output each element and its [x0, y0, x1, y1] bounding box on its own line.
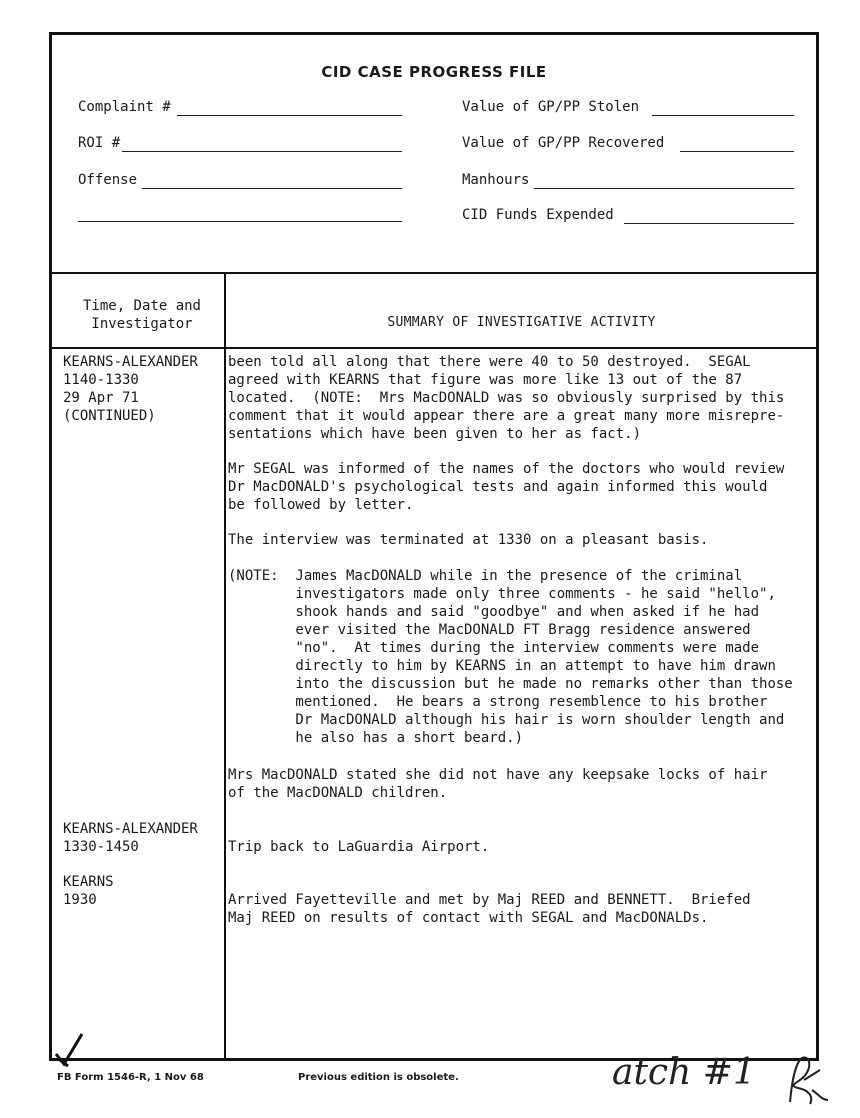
entry-1-paragraph-1: been told all along that there were 40 to 50 destroyed. SEGAL agreed with KEARNS that figure was more like 13 out of the 87 located. (NOTE: Mrs MacDONALD was so obviously surprised by this comment that it would appear there are a great many more misrepre- sentations which have been given to her as fact.) — [228, 354, 785, 442]
funds-label: CID Funds Expended — [462, 207, 614, 223]
summary-column-header: SUMMARY OF INVESTIGATIVE ACTIVITY — [387, 315, 656, 330]
manhours-label: Manhours — [462, 172, 530, 188]
investigator-header-line2: Investigator — [91, 316, 193, 332]
form-title: CID CASE PROGRESS FILE — [321, 63, 547, 81]
roi-line — [122, 151, 402, 152]
investigator-entry-1: KEARNS-ALEXANDER 1140-1330 29 Apr 71 (CONTINUED) — [63, 354, 198, 424]
offense-label: Offense — [78, 172, 138, 188]
entry-2-paragraph: Trip back to LaGuardia Airport. — [228, 839, 490, 855]
entry-3-paragraph: Arrived Fayetteville and met by Maj REED and BENNETT. Briefed Maj REED on results of contact with SEGAL and MacDONALDs. — [228, 892, 751, 926]
form-number: FB Form 1546-R, 1 Nov 68 — [57, 1072, 204, 1083]
roi-label: ROI # — [78, 135, 121, 151]
handwritten-initials-icon — [770, 1050, 832, 1112]
entry-1-note: (NOTE: James MacDONALD while in the presence of the criminal investigators made only three comments - he said "hello", shook hands and said "goodbye" and when asked if he had ever visited the MacDONALD FT Bragg residence answered "no". At times during the interview comments were made directly to him by KEARNS in an attempt to have him drawn into the discussion but he made no remarks other than those mentioned. He bears a strong resemblence to his brother Dr MacDONALD although his hair is worn shoulder length and he also has a short beard.) — [228, 568, 793, 746]
funds-line — [624, 223, 794, 224]
entry-1-paragraph-3: The interview was terminated at 1330 on a pleasant basis. — [228, 532, 709, 548]
header-divider-top — [52, 272, 816, 274]
form-frame — [49, 32, 819, 1061]
column-divider — [224, 274, 226, 1058]
manhours-line — [534, 188, 794, 189]
value-stolen-line — [652, 115, 794, 116]
complaint-line — [177, 115, 402, 116]
header-divider-bottom — [52, 347, 816, 349]
entry-1-paragraph-2: Mr SEGAL was informed of the names of the doctors who would review Dr MacDONALD's psychological tests and again informed this would be followed by letter. — [228, 461, 785, 513]
checkmark-icon — [52, 1030, 92, 1070]
handwritten-attachment: atch #1 — [612, 1052, 756, 1093]
investigator-entry-2: KEARNS-ALEXANDER 1330-1450 — [63, 821, 198, 855]
investigator-entry-3: KEARNS 1930 — [63, 874, 114, 908]
offense-line — [142, 188, 402, 189]
obsolete-note: Previous edition is obsolete. — [298, 1072, 459, 1083]
investigator-column-header — [62, 297, 222, 333]
value-recovered-label: Value of GP/PP Recovered — [462, 135, 665, 151]
investigator-header-line1: Time, Date and — [82, 298, 201, 314]
blank-line — [78, 221, 402, 222]
complaint-label: Complaint # — [78, 99, 171, 115]
value-recovered-line — [680, 151, 794, 152]
value-stolen-label: Value of GP/PP Stolen — [462, 99, 640, 115]
entry-1-paragraph-5: Mrs MacDONALD stated she did not have any keepsake locks of hair of the MacDONALD children. — [228, 767, 768, 801]
